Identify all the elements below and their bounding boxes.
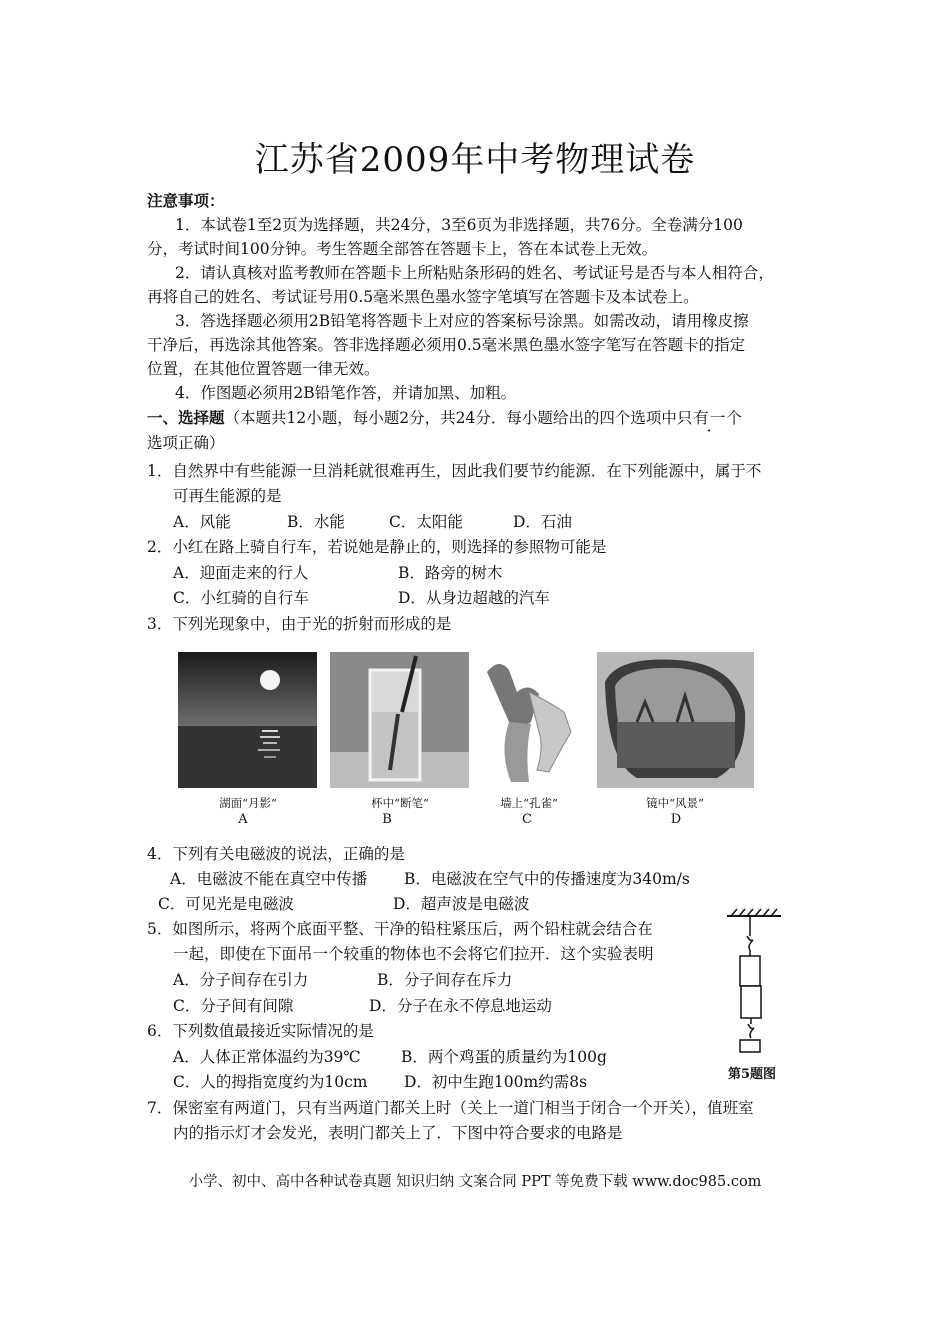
section-desc-emphasis: 只有一个 (676, 409, 743, 427)
q1-option-b: B．水能 (287, 513, 345, 531)
photo-hand-shadow (469, 652, 589, 788)
q5-option-d: D．分子在永不停息地运动 (369, 997, 552, 1015)
q4-option-c: C．可见光是电磁波 (158, 895, 294, 913)
notice-line: 再将自己的姓名、考试证号用0.5毫米黑色墨水签字笔填写在答题卡及本试卷上。 (147, 288, 699, 306)
q2-option-a: A．迎面走来的行人 (173, 564, 309, 582)
page-title: 江苏省2009年中考物理试卷 (254, 140, 696, 180)
notice-line: 3．答选择题必须用2B铅笔将答题卡上对应的答案标号涂黑。如需改动，请用橡皮擦 (175, 312, 749, 330)
question-7-stem: 7．保密室有两道门，只有当两道门都关上时（关上一道门相当于闭合一个开关），值班室 (147, 1099, 754, 1117)
question-7-stem-cont: 内的指示灯才会发光，表明门都关上了．下图中符合要求的电路是 (173, 1124, 623, 1142)
figure-label: 第5题图 (728, 1067, 777, 1082)
photo-glass-pencil (330, 652, 470, 788)
photo-option-letter: D (670, 812, 682, 827)
q4-option-a: A．电磁波不能在真空中传播 (170, 870, 368, 888)
photo-lake-moon (178, 652, 317, 788)
page-footer: 小学、初中、高中各种试卷真题 知识归纳 文案合同 PPT 等免费下载 www.doc985.com (188, 1174, 762, 1190)
q6-option-a: A．人体正常体温约为39℃ (173, 1048, 361, 1066)
question-3-stem: 3．下列光现象中，由于光的折射而形成的是 (147, 615, 452, 633)
photo-option-letter: A (238, 812, 248, 827)
q5-option-a: A．分子间存在引力 (173, 971, 309, 989)
question-5-stem: 5．如图所示，将两个底面平整、干净的铅柱紧压后，两个铅柱就会结合在 (147, 920, 653, 938)
notice-line: 4．作图题必须用2B铅笔作答，并请加黑、加粗。 (175, 384, 517, 402)
q6-option-d: D．初中生跑100m约需8s (404, 1073, 588, 1091)
photo-option-letter: C (522, 812, 532, 827)
section-heading (147, 407, 743, 429)
q6-option-b: B．两个鸡蛋的质量约为100g (401, 1048, 607, 1066)
question-5-stem-cont: 一起，即使在下面吊一个较重的物体也不会将它们拉开．这个实验表明 (173, 945, 654, 963)
notice-line: 1．本试卷1至2页为选择题，共24分，3至6页为非选择题，共76分。全卷满分100 (175, 216, 743, 234)
q1-option-c: C．太阳能 (389, 513, 463, 531)
notice-line: 干净后，再选涂其他答案。答非选择题必须用0.5毫米黑色墨水签字笔写在答题卡的指定 (147, 336, 746, 354)
q5-figure-lead-cylinders (725, 908, 785, 1058)
notice-line: 分，考试时间100分钟。考生答题全部答在答题卡上，答在本试卷上无效。 (147, 240, 658, 258)
notice-heading: 注意事项： (147, 191, 225, 210)
photo-option-letter: B (382, 812, 392, 827)
section-desc-cont: 选项正确） (147, 434, 225, 452)
section-title: 一、选择题 (147, 408, 225, 427)
photo-caption: 镜中“风景” (646, 796, 704, 810)
notice-line: 2．请认真核对监考教师在答题卡上所粘贴条形码的姓名、考试证号是否与本人相符合， (175, 264, 774, 282)
q2-option-d: D．从身边超越的汽车 (398, 589, 550, 607)
q5-option-b: B．分子间存在斥力 (377, 971, 513, 989)
q1-option-a: A．风能 (173, 513, 231, 531)
section-desc: （本题共12小题，每小题2分，共24分．每小题给出的四个选项中 (224, 409, 677, 427)
question-1-stem-cont: 可再生能源的是 (173, 487, 282, 505)
question-4-stem: 4．下列有关电磁波的说法，正确的是 (147, 845, 405, 863)
photo-caption: 湖面“月影” (219, 796, 277, 810)
question-2-stem: 2．小红在路上骑自行车，若说她是静止的，则选择的参照物可能是 (147, 538, 607, 556)
q4-option-b: B．电磁波在空气中的传播速度为340m/s (404, 870, 690, 888)
q2-option-b: B．路旁的树木 (398, 564, 503, 582)
photo-caption: 墙上“孔雀” (500, 796, 558, 810)
question-6-stem: 6．下列数值最接近实际情况的是 (147, 1022, 374, 1040)
notice-line: 位置，在其他位置答题一律无效。 (147, 360, 380, 378)
q5-option-c: C．分子间有间隙 (173, 997, 294, 1015)
q2-option-c: C．小红骑的自行车 (173, 589, 309, 607)
photo-caption: 杯中“断笔” (371, 796, 429, 810)
q4-option-d: D．超声波是电磁波 (393, 895, 530, 913)
question-1-stem: 1．自然界中有些能源一旦消耗就很难再生，因此我们要节约能源．在下列能源中，属于不 (147, 462, 762, 480)
q1-option-d: D．石油 (513, 513, 572, 531)
q6-option-c: C．人的拇指宽度约为10cm (173, 1073, 368, 1091)
photo-car-mirror (597, 652, 754, 788)
